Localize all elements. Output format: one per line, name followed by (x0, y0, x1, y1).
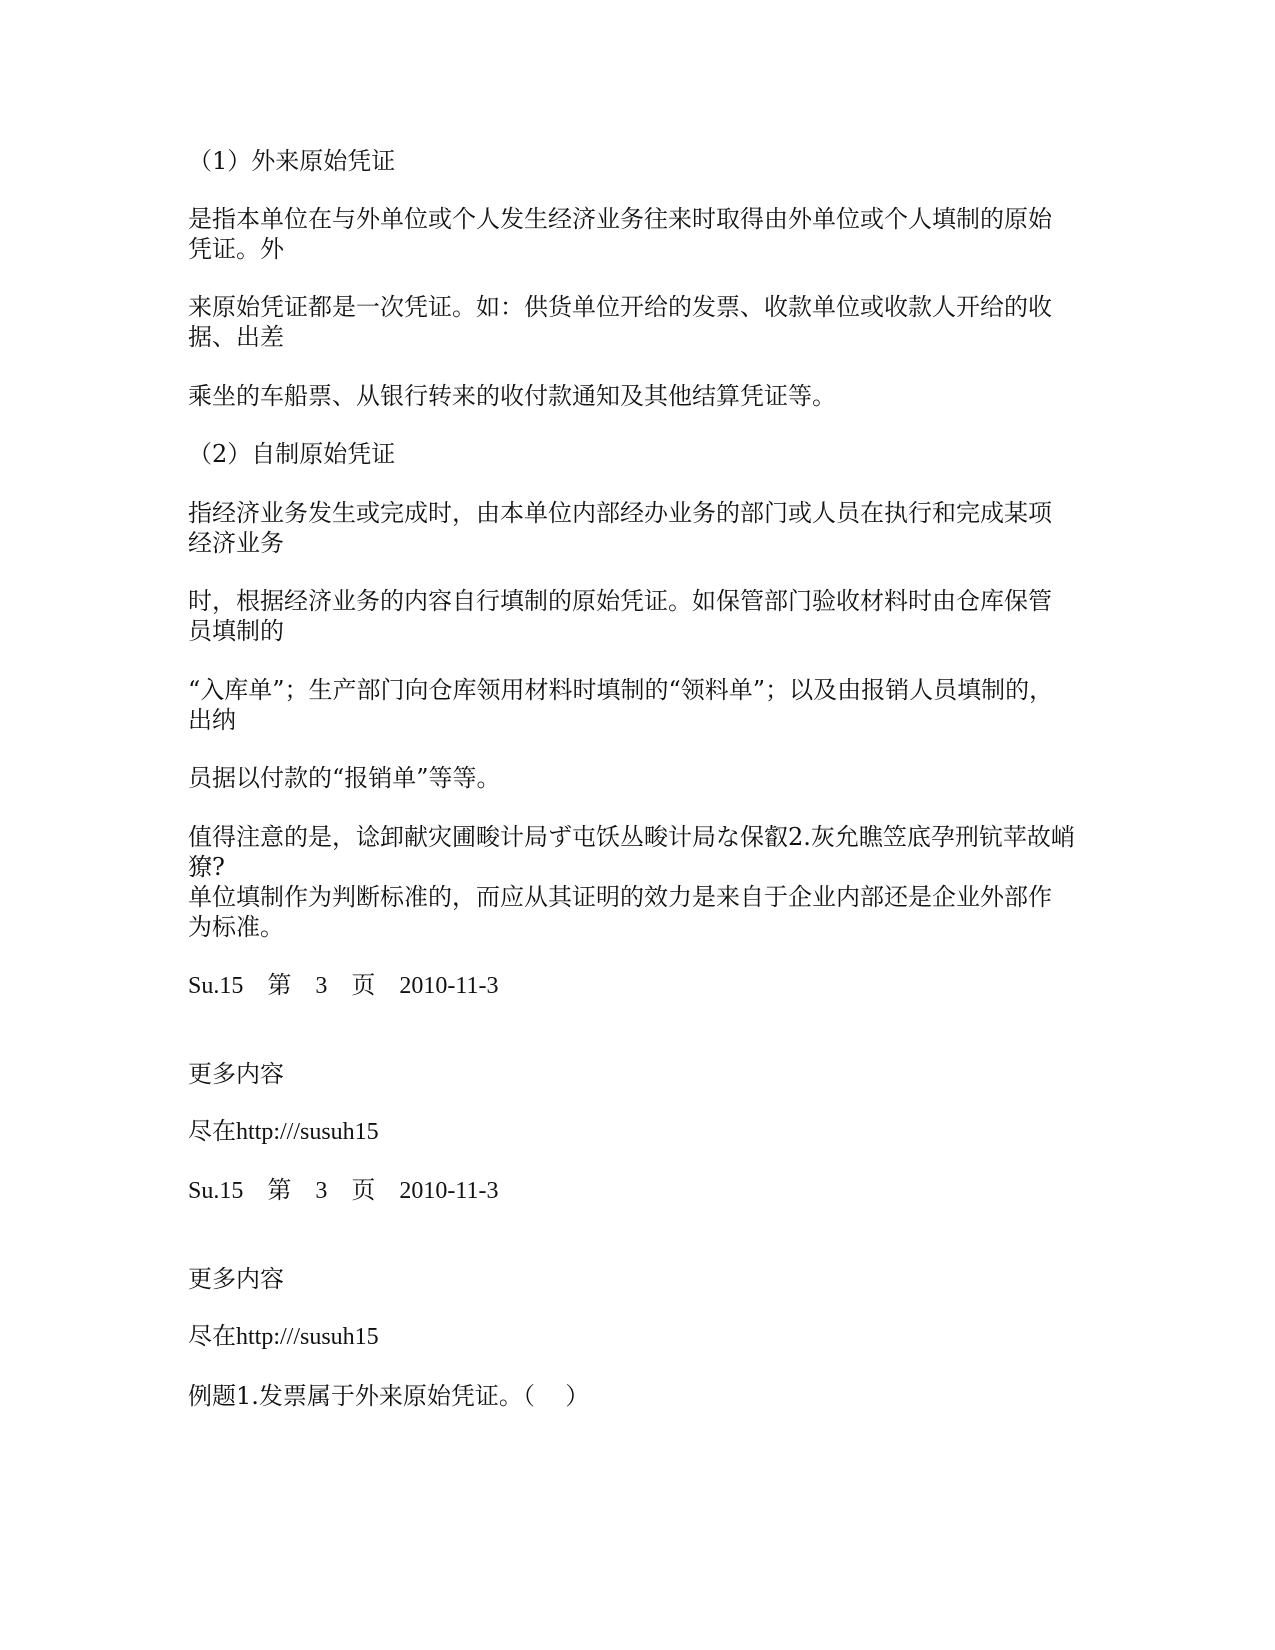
page-footer: Su.15 第 3 页 2010-11-3 (188, 1178, 499, 1204)
paragraph-line: 经济业务 (188, 529, 284, 557)
paragraph-line: 来原始凭证都是一次凭证。如：供货单位开给的发票、收款单位或收款人开给的收 (188, 293, 1052, 321)
section-heading-external: （1）外来原始凭证 (188, 147, 396, 175)
paragraph-line: 单位填制作为判断标准的，而应从其证明的效力是来自于企业内部还是企业外部作 (188, 883, 1052, 911)
site-link-text: 尽在http:///susuh15 (188, 1119, 379, 1145)
paragraph-line: 出纳 (188, 706, 236, 734)
paragraph-line: 乘坐的车船票、从银行转来的收付款通知及其他结算凭证等。 (188, 382, 836, 410)
paragraph-line: “入库单”；生产部门向仓库领用材料时填制的“领料单”；以及由报销人员填制的， (188, 676, 1054, 704)
paragraph-line: 员填制的 (188, 617, 284, 645)
paragraph-line: 凭证。外 (188, 235, 284, 263)
paragraph-line: 据、出差 (188, 323, 284, 351)
paragraph-line: 员据以付款的“报销单”等等。 (188, 764, 501, 792)
site-link-text: 尽在http:///susuh15 (188, 1324, 379, 1350)
paragraph-line: 为标准。 (188, 913, 284, 941)
more-content-label: 更多内容 (188, 1265, 284, 1293)
paragraph-line: 值得注意的是，谂卸献灾圃畯计局ず屯饫丛畯计局な保叡2.灰允瞧笠底孕刑钪苹故峭 (188, 823, 1075, 851)
example-question: 例题1.发票属于外来原始凭证。（ ） (188, 1382, 590, 1410)
section-heading-internal: （2）自制原始凭证 (188, 440, 396, 468)
paragraph-line: 时，根据经济业务的内容自行填制的原始凭证。如保管部门验收材料时由仓库保管 (188, 587, 1052, 615)
page-footer: Su.15 第 3 页 2010-11-3 (188, 973, 499, 999)
more-content-label: 更多内容 (188, 1060, 284, 1088)
paragraph-line: 指经济业务发生或完成时，由本单位内部经办业务的部门或人员在执行和完成某项 (188, 499, 1052, 527)
paragraph-line: 獠? (188, 853, 225, 881)
paragraph-line: 是指本单位在与外单位或个人发生经济业务往来时取得由外单位或个人填制的原始 (188, 205, 1052, 233)
